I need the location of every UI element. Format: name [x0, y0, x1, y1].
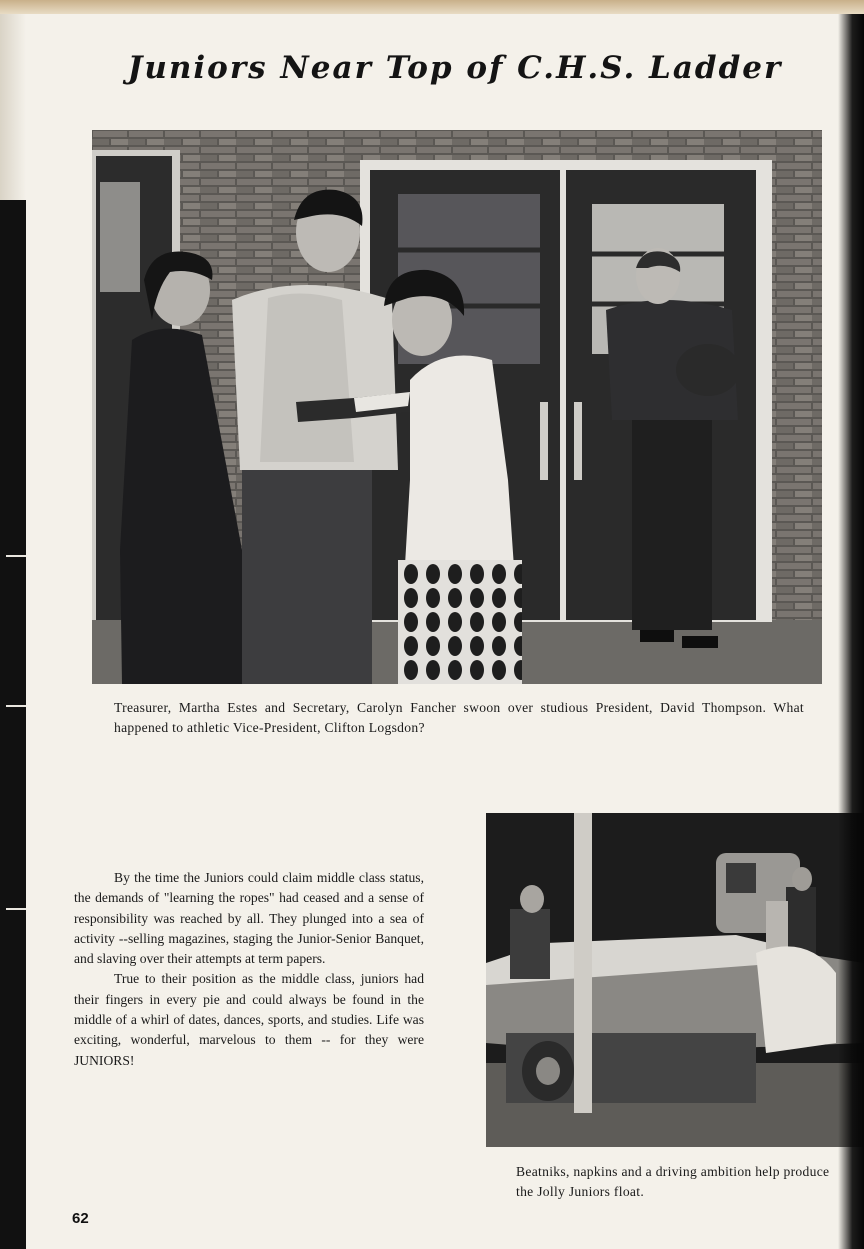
- page-gutter-shadow: [838, 14, 864, 1249]
- officers-photo: [92, 130, 822, 684]
- page-title: Juniors Near Top of C.H.S. Ladder: [127, 50, 783, 86]
- float-photo-image: [486, 813, 864, 1147]
- page-left-margin: [0, 14, 26, 200]
- article-paragraph: True to their position as the middle class, juniors had their fingers in every pie and could always be found in the middle of a whirl of dates, dances, sports, and studies. Life was exciting, wonderful, marvelous to them -- for they were JUNIORS!: [74, 971, 424, 1068]
- officers-photo-caption: Treasurer, Martha Estes and Secretary, Carolyn Fancher swoon over studious President, David Thompson. What happened to athletic Vice-President, Clifton Logsdon?: [114, 700, 804, 735]
- article-body: [74, 868, 424, 1071]
- binding-tick: [6, 705, 26, 707]
- page-top-edge: [0, 0, 864, 14]
- float-photo: [486, 813, 864, 1147]
- float-photo-caption: Beatniks, napkins and a driving ambition help produce the Jolly Juniors float.: [516, 1164, 830, 1199]
- page-number: 62: [72, 1210, 89, 1227]
- officers-photo-image: [92, 130, 822, 684]
- binding-strip: [0, 200, 26, 1249]
- binding-tick: [6, 555, 26, 557]
- article-paragraph: By the time the Juniors could claim middle class status, the demands of "learning the ropes" had ceased and a sense of responsibility was reached by all. They plunged into a sea of activity --selling magazines, staging the Junior-Senior Banquet, and slaving over their attempts at term papers.: [74, 870, 424, 967]
- binding-tick: [6, 908, 26, 910]
